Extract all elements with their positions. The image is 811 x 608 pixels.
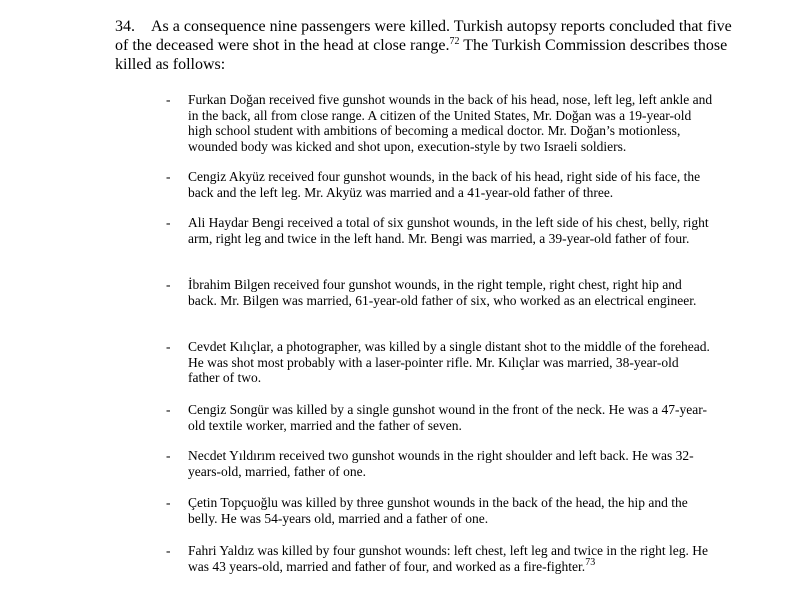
victim-text: Ali Haydar Bengi received a total of six gunshot wounds, in the left side of his chest, belly, right arm, right leg and twice in the left hand. Mr. Bengi was married, a 39-year-old father of four. bbox=[188, 215, 709, 246]
paragraph-34 bbox=[115, 17, 735, 74]
bullet-dash: - bbox=[166, 402, 171, 417]
bullet-dash: - bbox=[166, 495, 171, 510]
footnote-ref-73: 73 bbox=[585, 556, 596, 568]
victim-text: Cengiz Songür was killed by a single gunshot wound in the front of the neck. He was a 47-year-old textile worker, married and the father of seven. bbox=[188, 402, 707, 433]
victim-text: Fahri Yaldız was killed by four gunshot wounds: left chest, left leg and twice in the right leg. He was 43 years-old, married and father of four, and worked as a fire-fighter.$^{73}$ bbox=[188, 543, 709, 574]
bullet-dash: - bbox=[166, 277, 171, 292]
victim-text: Furkan Doğan received five gunshot wounds in the back of his head, nose, left leg, left ankle and in the back, all from close range. A citizen of the United States, Mr. Doğan was a 19-year-old high school student with ambitions of becoming a medical doctor. Mr. Doğan’s motionless, wounded body was kicked and shot upon, execution-style by two Israeli soldiers. bbox=[188, 92, 713, 154]
bullet-dash: - bbox=[166, 543, 171, 558]
bullet-dash: - bbox=[166, 169, 171, 184]
paragraph-number: 34. bbox=[115, 18, 135, 35]
victim-text: Necdet Yıldırım received two gunshot wounds in the right shoulder and left back. He was 32-years-old, married, father of one. bbox=[188, 448, 694, 479]
paragraph-text-continued: The Turkish Commission describes those killed as follows: bbox=[115, 37, 728, 73]
paragraph-text: As a consequence nine passengers were killed. Turkish autopsy reports concluded that five of the deceased were shot in the head at close range. bbox=[115, 18, 732, 54]
bullet-dash: - bbox=[166, 339, 171, 354]
footnote-ref-72: 72 bbox=[449, 36, 460, 47]
victim-text: İbrahim Bilgen received four gunshot wounds, in the right temple, right chest, right hip and back. Mr. Bilgen was married, 61-year-old father of six, who worked as an electrical engineer. bbox=[188, 277, 697, 308]
victim-text: Cevdet Kılıçlar, a photographer, was killed by a single distant shot to the middle of the forehead. He was shot most probably with a laser-pointer rifle. Mr. Kılıçlar was married, 38-year-old father of two. bbox=[188, 339, 710, 386]
bullet-dash: - bbox=[166, 215, 171, 230]
bullet-dash: - bbox=[166, 92, 171, 107]
bullet-dash: - bbox=[166, 448, 171, 463]
victim-text: Çetin Topçuoğlu was killed by three gunshot wounds in the back of the head, the hip and the belly. He was 54-years old, married and a father of one. bbox=[188, 495, 688, 526]
victim-text: Cengiz Akyüz received four gunshot wounds, in the back of his head, right side of his face, the back and the left leg. Mr. Akyüz was married and a 41-year-old father of three. bbox=[188, 169, 701, 200]
